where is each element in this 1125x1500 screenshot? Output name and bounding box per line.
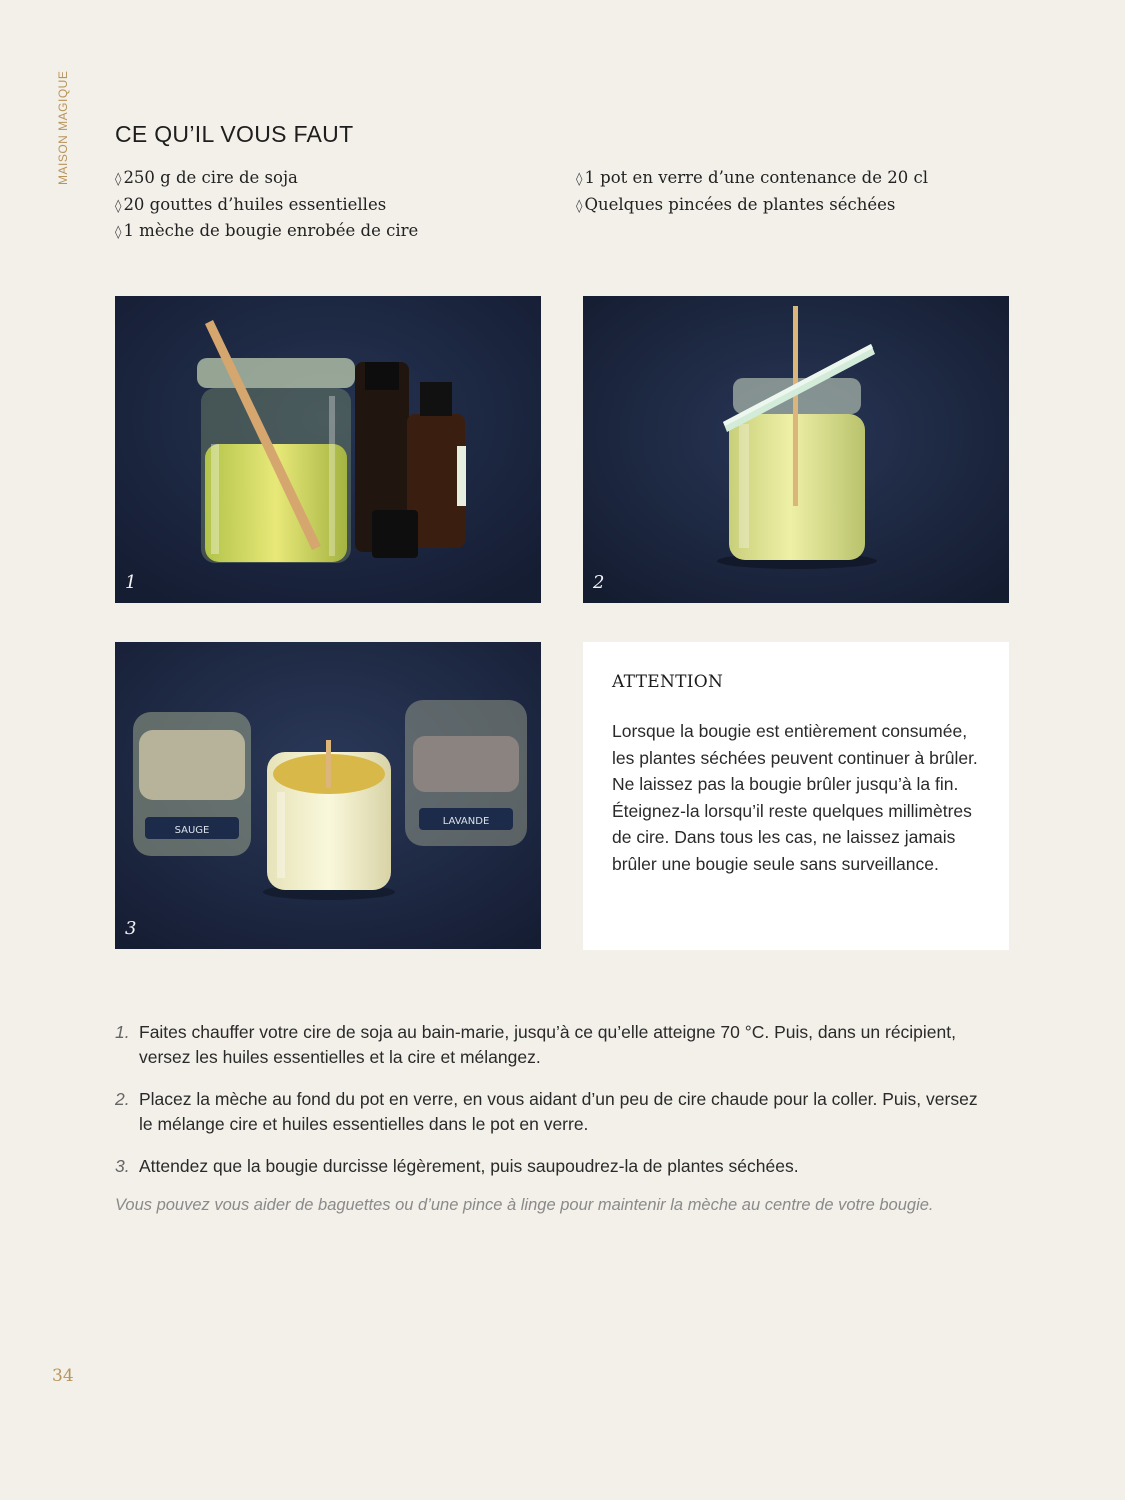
page-number: 34 xyxy=(52,1366,74,1386)
jar-label-sage: SAUGE xyxy=(174,825,210,836)
ingredient-item: ◊ 250 g de cire de soja xyxy=(115,168,298,187)
attention-body: Lorsque la bougie est entièrement consumée, les plantes séchées peuvent continuer à brûler. Ne laissez pas la bougie brûler jusqu’à la fin. Éteignez-la lorsqu’il reste quelques millimètres de cire. Dans tous les cas, ne laissez jamais brûler une bougie seule sans surveillance. xyxy=(612,721,978,874)
attention-box xyxy=(583,642,1009,950)
photo-number: 2 xyxy=(593,572,605,593)
ingredient-item: ◊ 1 pot en verre d’une contenance de 20 cl xyxy=(576,168,928,187)
ingredients-list-left xyxy=(115,166,418,246)
tip-note: Vous pouvez vous aider de baguettes ou d’une pince à linge pour maintenir la mèche au centre de votre bougie. xyxy=(115,1196,934,1214)
photo-number: 3 xyxy=(125,918,137,939)
instruction-step xyxy=(115,1087,995,1136)
instruction-step xyxy=(115,1020,995,1069)
ingredient-item: ◊ 1 mèche de bougie enrobée de cire xyxy=(115,221,419,240)
drop-icon: ◊ xyxy=(576,172,583,187)
section-label: MAISON MAGIQUE xyxy=(56,70,70,185)
drop-icon: ◊ xyxy=(115,225,122,240)
ingredient-item: ◊ Quelques pincées de plantes séchées xyxy=(576,194,896,214)
step-number: 3. xyxy=(115,1156,130,1176)
page-title: CE QU’IL VOUS FAUT xyxy=(115,121,354,147)
instruction-step xyxy=(115,1154,995,1179)
jar-label-lavender: LAVANDE xyxy=(442,816,490,827)
step-text: Attendez que la bougie durcisse légèrement, puis saupoudrez-la de plantes séchées. xyxy=(139,1156,799,1176)
drop-icon: ◊ xyxy=(115,198,122,214)
step-photo-3 xyxy=(115,642,541,949)
step-photo-1 xyxy=(115,296,541,603)
step-text: Placez la mèche au fond du pot en verre, en vous aidant d’un peu de cire chaude pour la coller. Puis, versez le mélange cire et huiles essentielles dans le pot en verre. xyxy=(139,1089,978,1134)
drop-icon: ◊ xyxy=(115,172,122,187)
step-number: 2. xyxy=(115,1089,130,1109)
attention-title: ATTENTION xyxy=(612,672,724,692)
photo-number: 1 xyxy=(125,572,137,593)
ingredient-item: ◊ 20 gouttes d’huiles essentielles xyxy=(115,194,387,214)
instructions-list xyxy=(115,1020,995,1197)
step-photo-2 xyxy=(583,296,1009,603)
step-number: 1. xyxy=(115,1022,130,1042)
ingredients-list-right xyxy=(576,166,928,219)
drop-icon: ◊ xyxy=(576,198,583,214)
step-text: Faites chauffer votre cire de soja au bain-marie, jusqu’à ce qu’elle atteigne 70 °C. Puis, dans un récipient, versez les huiles essentielles et la cire et mélangez. xyxy=(139,1022,956,1067)
